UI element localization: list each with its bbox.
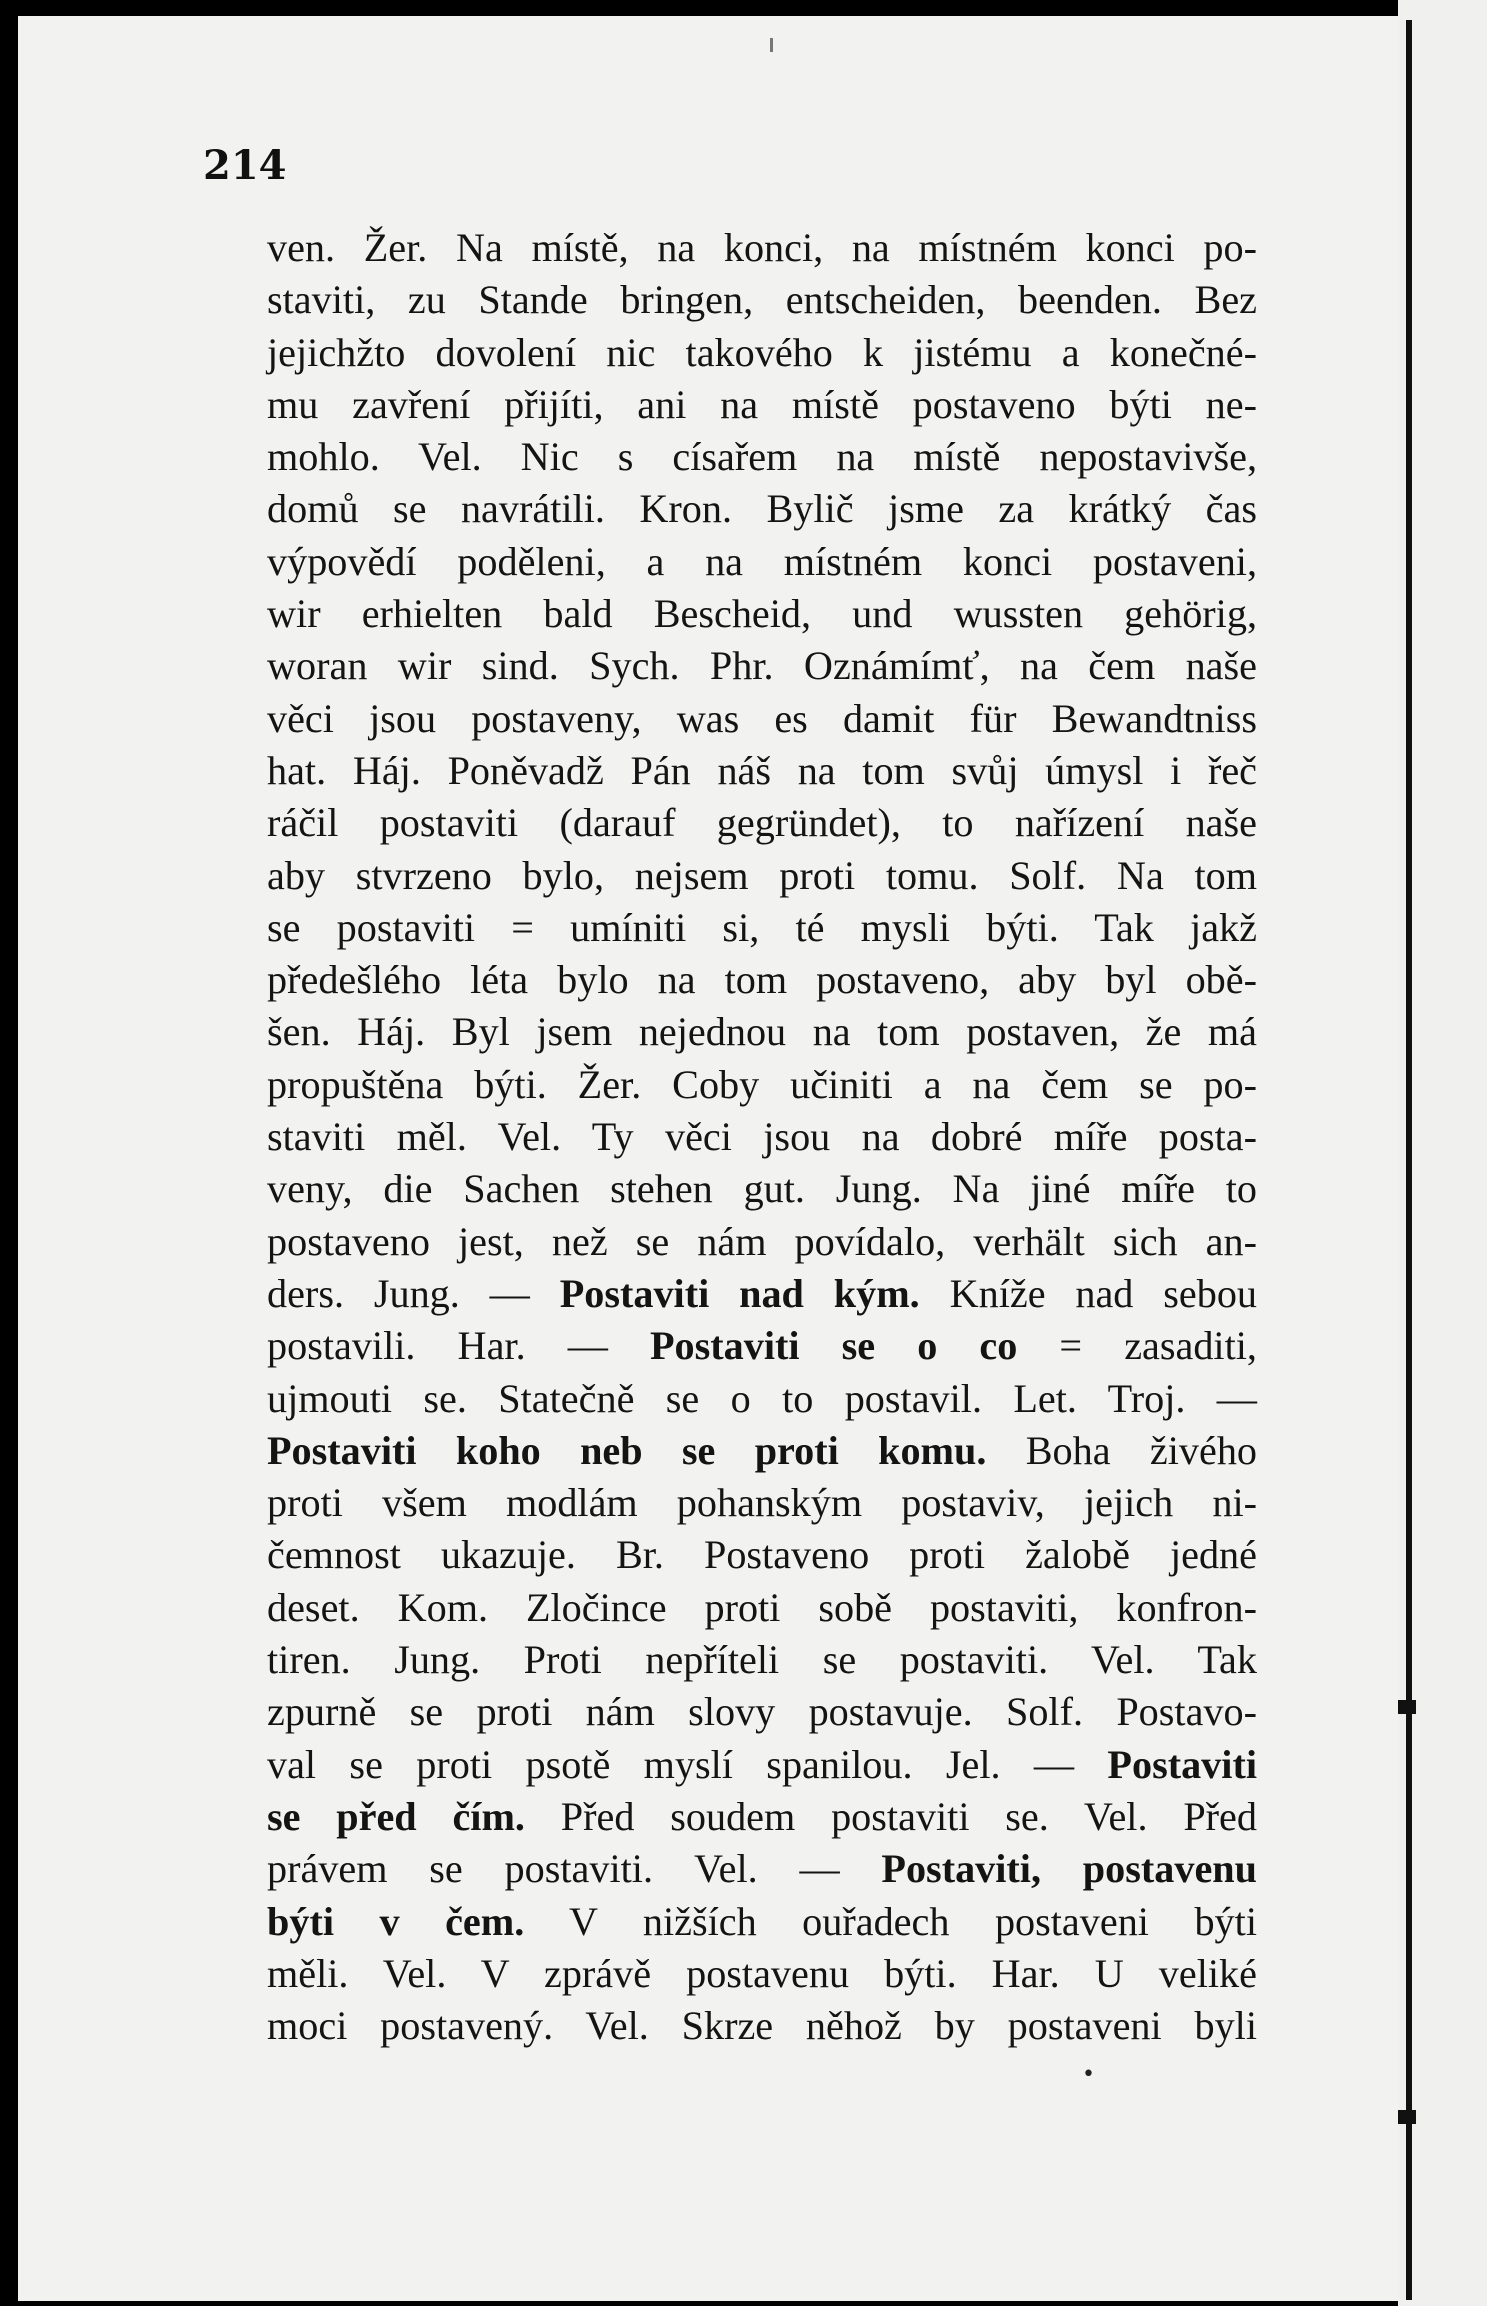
- text-line: [267, 222, 1257, 274]
- bold-headword: Postaviti koho neb se proti komu.: [267, 1427, 987, 1473]
- text-line: [267, 1896, 1257, 1948]
- bold-headword: Postaviti, postavenu: [881, 1846, 1257, 1892]
- text-line: [267, 1634, 1257, 1686]
- text-run: woran wir sind. Sych. Phr. Oznámímť, na čem naše: [267, 643, 1257, 689]
- text-line: [267, 483, 1257, 535]
- text-line: [267, 1843, 1257, 1895]
- text-line: [267, 640, 1257, 692]
- page-edge-rule: [1406, 20, 1412, 2300]
- text-line: [267, 1006, 1257, 1058]
- text-run: veny, die Sachen stehen gut. Jung. Na jiné míře to: [267, 1166, 1257, 1212]
- text-line: [267, 745, 1257, 797]
- text-run: val se proti psotě myslí spanilou. Jel. —: [267, 1741, 1108, 1787]
- text-run: právem se postaviti. Vel. —: [267, 1846, 882, 1892]
- text-run: šen. Háj. Byl jsem nejednou na tom postaven, že má: [267, 1009, 1257, 1055]
- paper-speck: [770, 38, 773, 52]
- text-line: [267, 2000, 1257, 2052]
- text-line: [267, 1529, 1257, 1581]
- page-number: 214: [203, 142, 287, 189]
- body-text: [267, 222, 1257, 2052]
- text-line: [267, 850, 1257, 902]
- text-run: zpurně se proti nám slovy postavuje. Solf. Postavo-: [267, 1689, 1257, 1735]
- bold-headword: Postaviti nad kým.: [559, 1270, 920, 1316]
- bold-headword: se před čím.: [267, 1793, 525, 1839]
- text-run: mohlo. Vel. Nic s císařem na místě nepostavivše,: [267, 434, 1257, 480]
- text-run: se postaviti = umíniti si, té mysli býti. Tak jakž: [267, 904, 1257, 950]
- text-run: hat. Háj. Poněvadž Pán náš na tom svůj úmysl i řeč: [267, 747, 1257, 793]
- text-line: [267, 1268, 1257, 1320]
- text-run: jejichžto dovolení nic takového k jistému a konečné-: [267, 329, 1257, 375]
- bold-headword: býti v čem.: [267, 1898, 525, 1944]
- text-line: [267, 797, 1257, 849]
- text-line: [267, 379, 1257, 431]
- text-run: ujmouti se. Statečně se o to postavil. Let. Troj. —: [267, 1375, 1257, 1421]
- text-run: Před soudem postaviti se. Vel. Před: [524, 1793, 1257, 1839]
- text-line: [267, 1163, 1257, 1215]
- text-line: [267, 902, 1257, 954]
- text-line: [267, 954, 1257, 1006]
- text-line: [267, 1477, 1257, 1529]
- text-line: [267, 1111, 1257, 1163]
- text-run: V nižších ouřadech postaveni býti: [524, 1898, 1257, 1944]
- text-run: postavili. Har. —: [267, 1323, 650, 1369]
- text-run: moci postavený. Vel. Skrze něhož by postaveni byli: [267, 2003, 1257, 2049]
- text-line: [267, 1320, 1257, 1372]
- text-line: [267, 327, 1257, 379]
- text-run: aby stvrzeno bylo, nejsem proti tomu. Solf. Na tom: [267, 852, 1257, 898]
- footer-mark: •: [1082, 2062, 1095, 2087]
- text-line: [267, 1948, 1257, 2000]
- text-run: Boha živého: [986, 1427, 1258, 1473]
- text-run: staviti měl. Vel. Ty věci jsou na dobré míře posta-: [267, 1114, 1257, 1160]
- text-run: tiren. Jung. Proti nepříteli se postaviti. Vel. Tak: [267, 1637, 1257, 1683]
- bold-headword: Postaviti: [1107, 1741, 1257, 1787]
- text-line: [267, 1791, 1257, 1843]
- text-run: ráčil postaviti (darauf gegründet), to nařízení naše: [267, 800, 1257, 846]
- text-run: předešlého léta bylo na tom postaveno, aby byl obě-: [267, 957, 1257, 1003]
- text-run: měli. Vel. V zprávě postavenu býti. Har. U veliké: [267, 1950, 1257, 1996]
- adjacent-page-edge: [1398, 0, 1487, 2306]
- text-line: [267, 1059, 1257, 1111]
- text-run: domů se navrátili. Kron. Bylič jsme za krátký čas: [267, 486, 1257, 532]
- text-run: proti všem modlám pohanským postaviv, jejich ni-: [267, 1480, 1257, 1526]
- text-line: [267, 274, 1257, 326]
- text-line: [267, 1373, 1257, 1425]
- text-run: mu zavření přijíti, ani na místě postaveno býti ne-: [267, 381, 1257, 427]
- text-run: věci jsou postaveny, was es damit für Bewandtniss: [267, 695, 1257, 741]
- text-run: wir erhielten bald Bescheid, und wussten gehörig,: [267, 591, 1257, 637]
- text-run: postaveno jest, než se nám povídalo, verhält sich an-: [267, 1218, 1257, 1264]
- text-run: ders. Jung. —: [267, 1270, 560, 1316]
- edge-tick: [1398, 2110, 1416, 2124]
- text-run: čemnost ukazuje. Br. Postaveno proti žalobě jedné: [267, 1532, 1257, 1578]
- text-line: [267, 1739, 1257, 1791]
- text-run: staviti, zu Stande bringen, entscheiden, beenden. Bez: [267, 277, 1257, 323]
- text-line: [267, 1582, 1257, 1634]
- text-run: ven. Žer. Na místě, na konci, na místném konci po-: [267, 225, 1257, 270]
- text-line: [267, 1425, 1257, 1477]
- text-run: výpovědí poděleni, a na místném konci postaveni,: [267, 538, 1257, 584]
- text-run: = zasaditi,: [1017, 1323, 1257, 1369]
- text-line: [267, 1216, 1257, 1268]
- text-run: Kníže nad sebou: [919, 1270, 1258, 1316]
- text-line: [267, 693, 1257, 745]
- text-run: deset. Kom. Zločince proti sobě postaviti, konfron-: [267, 1584, 1257, 1630]
- text-line: [267, 431, 1257, 483]
- text-line: [267, 588, 1257, 640]
- bold-headword: Postaviti se o co: [650, 1323, 1018, 1369]
- text-line: [267, 1686, 1257, 1738]
- text-run: propuštěna býti. Žer. Coby učiniti a na čem se po-: [267, 1061, 1257, 1107]
- edge-tick: [1398, 1700, 1416, 1714]
- text-line: [267, 536, 1257, 588]
